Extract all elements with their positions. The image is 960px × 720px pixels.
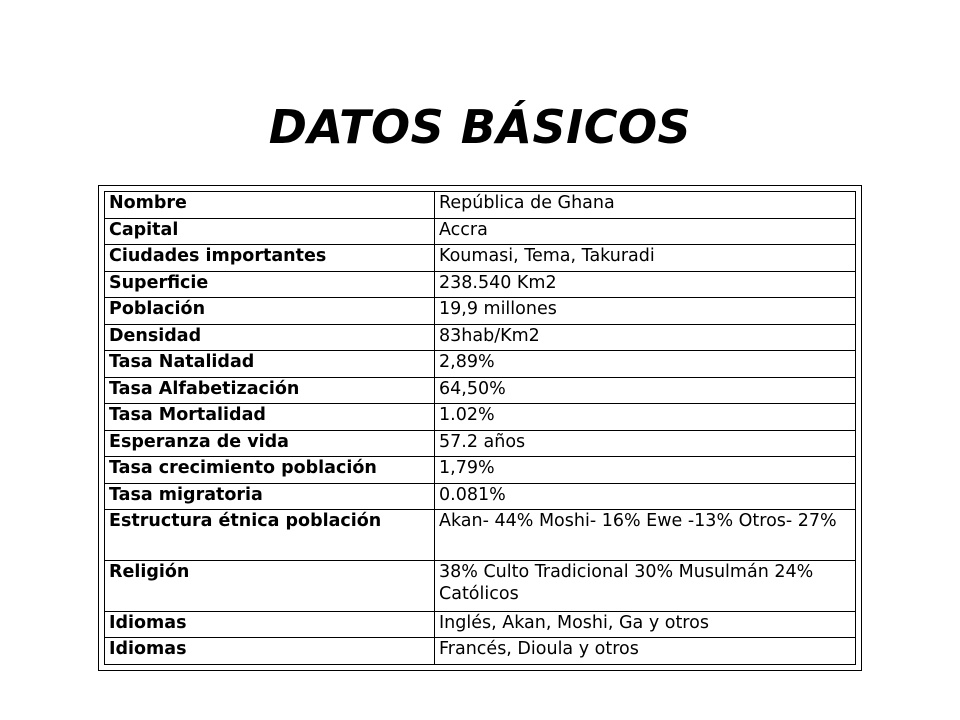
row-label: Superficie — [105, 271, 435, 298]
row-label: Tasa Mortalidad — [105, 404, 435, 431]
row-label: Religión — [105, 560, 435, 611]
row-label: Ciudades importantes — [105, 245, 435, 272]
table-row — [105, 218, 856, 245]
row-value: Inglés, Akan, Moshi, Ga y otros — [435, 611, 856, 638]
row-label: Población — [105, 298, 435, 325]
row-label: Tasa Natalidad — [105, 351, 435, 378]
row-label: Tasa crecimiento población — [105, 457, 435, 484]
page-title: DATOS BÁSICOS — [268, 100, 692, 154]
table-row — [105, 510, 856, 561]
table-row — [105, 483, 856, 510]
table-row — [105, 638, 856, 665]
row-value: 1,79% — [435, 457, 856, 484]
row-label: Esperanza de vida — [105, 430, 435, 457]
row-label: Capital — [105, 218, 435, 245]
table-row — [105, 377, 856, 404]
row-value: 57.2 años — [435, 430, 856, 457]
row-value: Accra — [435, 218, 856, 245]
row-value: 38% Culto Tradicional 30% Musulmán 24% Católicos — [435, 560, 856, 611]
row-value: 238.540 Km2 — [435, 271, 856, 298]
row-label: Idiomas — [105, 611, 435, 638]
row-value: 83hab/Km2 — [435, 324, 856, 351]
row-label: Nombre — [105, 192, 435, 219]
row-value: Francés, Dioula y otros — [435, 638, 856, 665]
row-label: Idiomas — [105, 638, 435, 665]
row-value: 0.081% — [435, 483, 856, 510]
table-row — [105, 457, 856, 484]
table-row — [105, 298, 856, 325]
row-value: República de Ghana — [435, 192, 856, 219]
basic-data-table-frame — [98, 185, 862, 671]
row-value: 64,50% — [435, 377, 856, 404]
table-row — [105, 611, 856, 638]
row-label: Estructura étnica población — [105, 510, 435, 561]
row-value: 2,89% — [435, 351, 856, 378]
row-label: Tasa Alfabetización — [105, 377, 435, 404]
table-row — [105, 404, 856, 431]
row-value: 19,9 millones — [435, 298, 856, 325]
row-label: Tasa migratoria — [105, 483, 435, 510]
table-row — [105, 324, 856, 351]
table-row — [105, 560, 856, 611]
table-row — [105, 351, 856, 378]
row-value: Akan- 44% Moshi- 16% Ewe -13% Otros- 27% — [435, 510, 856, 561]
row-label: Densidad — [105, 324, 435, 351]
table-row — [105, 192, 856, 219]
table-row — [105, 271, 856, 298]
row-value: Koumasi, Tema, Takuradi — [435, 245, 856, 272]
table-row — [105, 245, 856, 272]
basic-data-table — [104, 191, 856, 665]
row-value: 1.02% — [435, 404, 856, 431]
table-row — [105, 430, 856, 457]
